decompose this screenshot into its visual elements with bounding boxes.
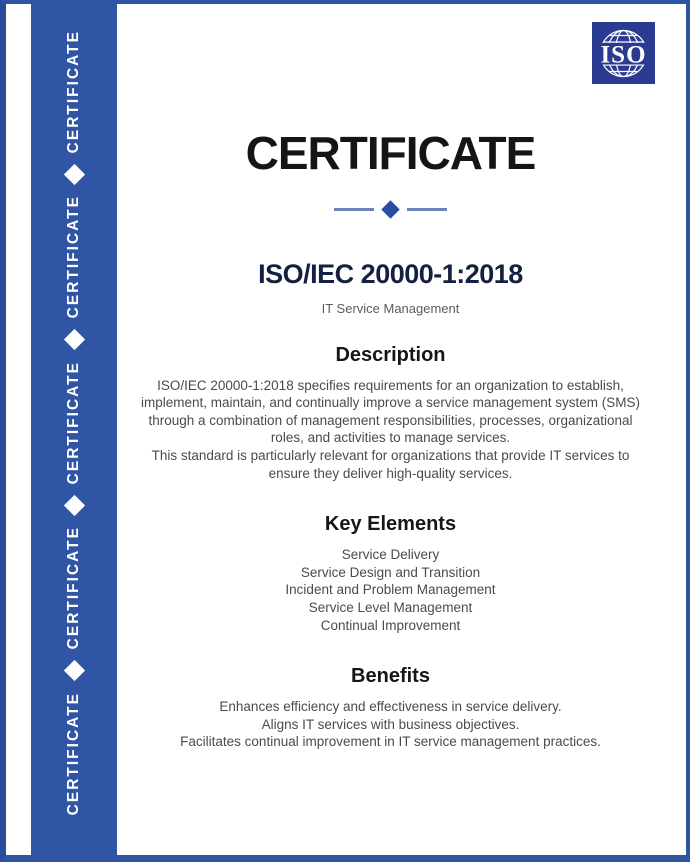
diamond-icon <box>63 329 84 350</box>
title-divider <box>117 200 664 218</box>
diamond-icon <box>63 164 84 185</box>
ribbon-certificate-label: CERTIFICATE <box>65 30 83 154</box>
diamond-icon <box>63 660 84 681</box>
section-description <box>117 343 664 483</box>
section-line: ISO/IEC 20000-1:2018 specifies requirements for an organization to establish, <box>157 377 624 393</box>
ribbon-certificate-label: CERTIFICATE <box>65 195 83 319</box>
section-heading-description: Description <box>335 343 446 366</box>
ribbon-certificate-label: CERTIFICATE <box>65 360 83 485</box>
diamond-icon <box>63 495 84 516</box>
section-line: This standard is particularly relevant for organizations that provide IT services to <box>151 448 630 464</box>
section-line: roles, and activities to manage services. <box>270 430 511 446</box>
section-line: Continual Improvement <box>320 617 461 633</box>
section-line: Service Design and Transition <box>300 564 481 580</box>
section-line: implement, maintain, and continually improve a service management system (SMS) <box>141 395 640 411</box>
section-line: Service Level Management <box>308 600 473 616</box>
divider-line <box>334 208 374 211</box>
ribbon-certificate-label: CERTIFICATE <box>65 526 83 650</box>
section-line: Incident and Problem Management <box>285 582 496 598</box>
page-title: CERTIFICATE <box>245 127 536 179</box>
section-heading-key-elements: Key Elements <box>324 513 457 536</box>
section-line: Service Delivery <box>341 547 440 563</box>
standard-code: ISO/IEC 20000-1:2018 <box>258 259 523 289</box>
standard-subtitle: IT Service Management <box>321 300 460 316</box>
section-line: Facilitates continual improvement in IT service management practices. <box>180 734 601 750</box>
certificate-ribbon <box>31 4 117 855</box>
section-line: Aligns IT services with business objectives. <box>261 716 520 732</box>
ribbon-certificate-label: CERTIFICATE <box>65 691 83 815</box>
iso-logo-text: ISO <box>600 41 647 69</box>
section-line: through a combination of management responsibilities, processes, organizational <box>148 412 633 428</box>
divider-line <box>407 208 447 211</box>
section-line: Enhances efficiency and effectiveness in service delivery. <box>219 699 562 715</box>
section-key-elements <box>117 512 664 634</box>
section-line: ensure they deliver high-quality services. <box>268 465 513 481</box>
section-benefits <box>117 664 664 751</box>
diamond-icon <box>381 200 399 218</box>
sections <box>117 343 664 751</box>
certificate-body <box>117 4 686 855</box>
section-heading-benefits: Benefits <box>351 665 430 688</box>
